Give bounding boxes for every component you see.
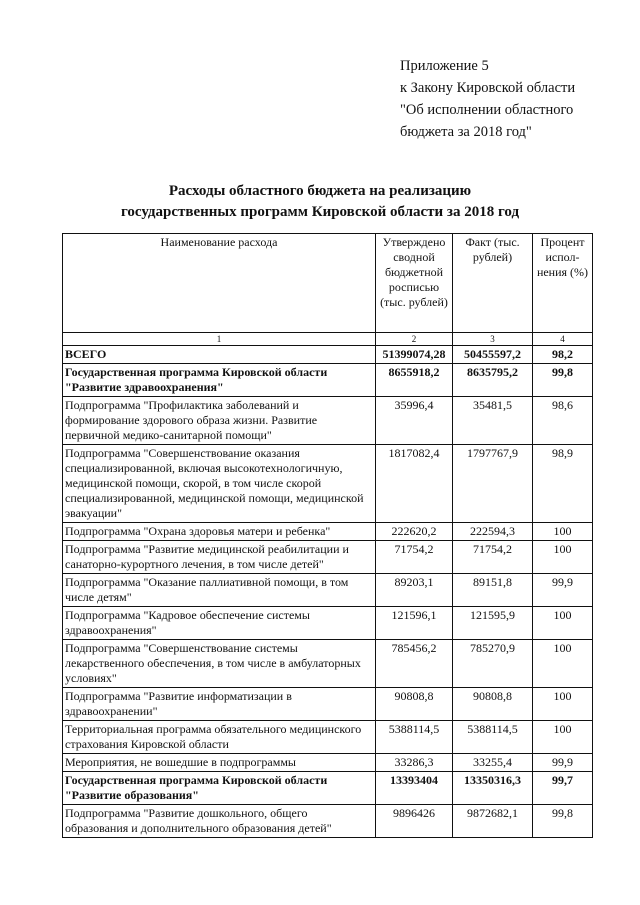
table-row [63,640,593,688]
table-row [63,541,593,574]
expense-name-cell: Подпрограмма "Совершенствование оказания специализированной, включая высокотехнологичную, медицинской помощи, скорой, в том числе скорой специализированной, медицинской помощи, медицинской эвакуации" [63,445,376,523]
percent-cell: 99,9 [533,574,593,607]
title-line-2: государственных программ Кировской области за 2018 год [120,204,520,220]
header-percent: Процент испол- нения (%) [533,234,593,333]
actual-amount-cell: 89151,8 [453,574,533,607]
actual-amount-cell: 9872682,1 [453,805,533,838]
actual-amount-cell: 33255,4 [453,754,533,772]
actual-amount-cell: 8635795,2 [453,364,533,397]
actual-amount-cell: 222594,3 [453,523,533,541]
expense-name-cell: Подпрограмма "Развитие медицинской реабилитации и санаторно-курортного лечения, в том числе детей" [63,541,376,574]
approved-amount-cell: 13393404 [376,772,453,805]
expense-name-cell: Государственная программа Кировской области "Развитие образования" [63,772,376,805]
table-header-row [63,234,593,333]
expense-name-cell: ВСЕГО [63,346,376,364]
expense-name-cell: Мероприятия, не вошедшие в подпрограммы [63,754,376,772]
expense-name-cell: Подпрограмма "Охрана здоровья матери и ребенка" [63,523,376,541]
approved-amount-cell: 121596,1 [376,607,453,640]
table-row [63,721,593,754]
percent-cell: 100 [533,688,593,721]
approved-amount-cell: 33286,3 [376,754,453,772]
table-row [63,397,593,445]
appendix-line-4: бюджета за 2018 год" [400,124,532,140]
approved-amount-cell: 90808,8 [376,688,453,721]
approved-amount-cell: 222620,2 [376,523,453,541]
approved-amount-cell: 8655918,2 [376,364,453,397]
actual-amount-cell: 1797767,9 [453,445,533,523]
approved-amount-cell: 5388114,5 [376,721,453,754]
table-row [63,772,593,805]
percent-cell: 100 [533,523,593,541]
appendix-line-2: к Закону Кировской области [400,80,576,96]
header-name: Наименование расхода [63,234,376,333]
table-row [63,607,593,640]
column-number: 4 [533,333,593,346]
percent-cell: 98,6 [533,397,593,445]
percent-cell: 99,8 [533,364,593,397]
actual-amount-cell: 90808,8 [453,688,533,721]
table-body [63,346,593,838]
budget-table [62,233,593,838]
approved-amount-cell: 785456,2 [376,640,453,688]
table-row [63,346,593,364]
expense-name-cell: Подпрограмма "Развитие дошкольного, общего образования и дополнительного образования детей" [63,805,376,838]
expense-name-cell: Государственная программа Кировской области "Развитие здравоохранения" [63,364,376,397]
table-row [63,754,593,772]
table-row [63,688,593,721]
column-number: 1 [63,333,376,346]
table-row [63,523,593,541]
percent-cell: 100 [533,640,593,688]
approved-amount-cell: 71754,2 [376,541,453,574]
actual-amount-cell: 121595,9 [453,607,533,640]
actual-amount-cell: 785270,9 [453,640,533,688]
percent-cell: 100 [533,607,593,640]
actual-amount-cell: 35481,5 [453,397,533,445]
percent-cell: 100 [533,541,593,574]
appendix-caption [400,55,575,143]
approved-amount-cell: 51399074,28 [376,346,453,364]
table-row [63,574,593,607]
actual-amount-cell: 5388114,5 [453,721,533,754]
header-actual: Факт (тыс. рублей) [453,234,533,333]
expense-name-cell: Территориальная программа обязательного медицинского страхования Кировской области [63,721,376,754]
percent-cell: 98,2 [533,346,593,364]
percent-cell: 100 [533,721,593,754]
percent-cell: 99,9 [533,754,593,772]
title-line-1: Расходы областного бюджета на реализацию [168,183,472,199]
column-number: 3 [453,333,533,346]
document-title [0,181,640,223]
expense-name-cell: Подпрограмма "Развитие информатизации в здравоохранении" [63,688,376,721]
table-row [63,805,593,838]
actual-amount-cell: 13350316,3 [453,772,533,805]
appendix-line-1: Приложение 5 [400,58,489,74]
appendix-line-3: "Об исполнении областного [400,102,574,118]
table-row [63,364,593,397]
percent-cell: 98,9 [533,445,593,523]
table-row [63,445,593,523]
column-number: 2 [376,333,453,346]
approved-amount-cell: 89203,1 [376,574,453,607]
percent-cell: 99,8 [533,805,593,838]
header-approved: Утверждено сводной бюджетной росписью (тыс. рублей) [376,234,453,333]
actual-amount-cell: 71754,2 [453,541,533,574]
column-number-row [63,333,593,346]
expense-name-cell: Подпрограмма "Оказание паллиативной помощи, в том числе детям" [63,574,376,607]
expense-name-cell: Подпрограмма "Совершенствование системы лекарственного обеспечения, в том числе в амбулаторных условиях" [63,640,376,688]
expense-name-cell: Подпрограмма "Профилактика заболеваний и формирование здорового образа жизни. Развитие первичной медико-санитарной помощи" [63,397,376,445]
approved-amount-cell: 9896426 [376,805,453,838]
approved-amount-cell: 1817082,4 [376,445,453,523]
percent-cell: 99,7 [533,772,593,805]
expense-name-cell: Подпрограмма "Кадровое обеспечение системы здравоохранения" [63,607,376,640]
actual-amount-cell: 50455597,2 [453,346,533,364]
approved-amount-cell: 35996,4 [376,397,453,445]
